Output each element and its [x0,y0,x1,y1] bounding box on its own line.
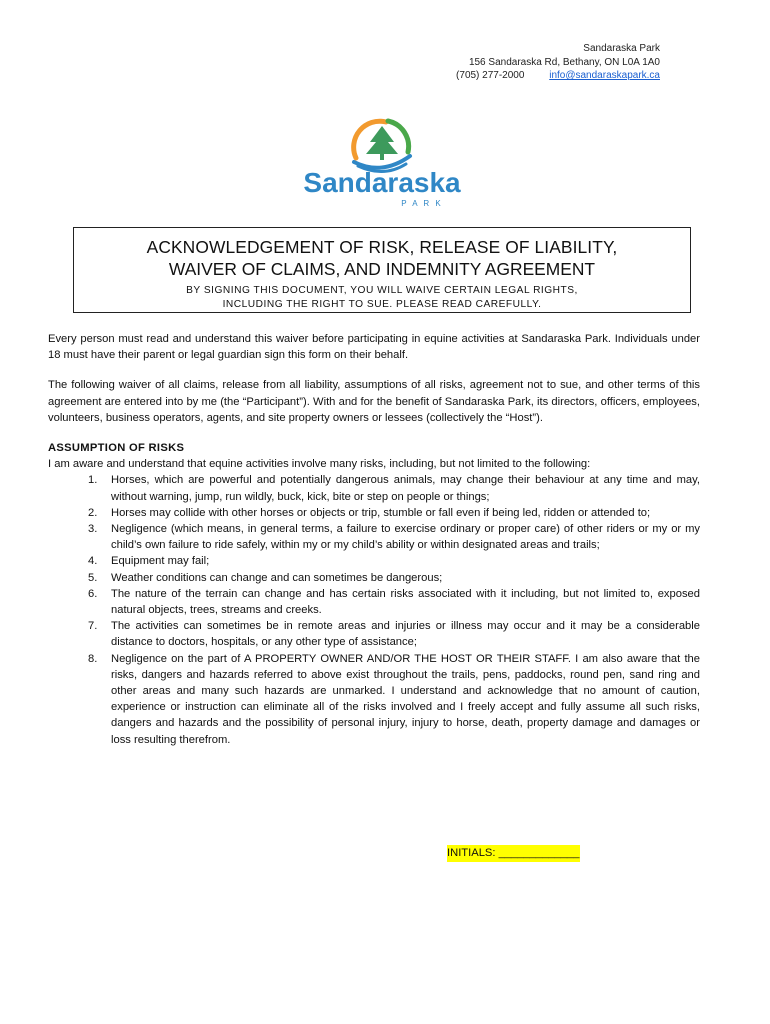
list-item: 6. The nature of the terrain can change and has certain risks associated with it including, but not limited to, exposed natural objects, trees, streams and creeks. [88,587,700,617]
org-email-link[interactable]: info@sandaraskapark.ca [549,70,660,81]
org-address: 156 Sandaraska Rd, Bethany, ON L0A 1A0 [468,56,660,68]
initials-field[interactable]: INITIALS: _____________ [447,845,580,862]
list-item: 2. Horses may collide with other horses or objects or trip, stumble or fall even if being led, ridden or attended to; [88,506,651,519]
assumption-lead: I am aware and understand that equine activities involve many risks, including, but not limited to the following: [48,458,591,471]
org-phone: (705) 277-2000 [456,70,525,81]
list-item: 3. Negligence (which means, in general terms, a failure to exercise ordinary or proper care) of other riders or my or my child’s own failure to ride safely, within my or my child’s ability or within designated areas and trails; [88,523,700,552]
title-box [73,227,691,313]
list-item: 8. Negligence on the part of A PROPERTY OWNER AND/OR THE HOST OR THEIR STAFF. I am also aware that the risks, dangers and hazards referred to above exist throughout the trails, pens, paddocks, round pen, sand ring and other areas and many such hazards are unmarked. I understand and acknowledge that no amount of caution, experience or instruction can eliminate all of the risks involved and I freely accept and fully assume all such risks, dangers and hazards and the possibility of personal injury, injury to horse, death, property damage and damages or loss resulting therefrom. [88,652,700,746]
tree-emblem-icon [354,121,410,172]
org-name: Sandaraska Park [583,43,660,54]
title-line-2: WAIVER OF CLAIMS, AND INDEMNITY AGREEMENT [168,259,596,279]
assumption-heading: ASSUMPTION OF RISKS [48,442,185,455]
intro-paragraph-2: The following waiver of all claims, release from all liability, assumptions of all risks, agreement not to sue, and other terms of this agreement are entered into by me (the “Participant”). With and for the benefit of Sandaraska Park, its directors, officers, employees, volunteers, business operators, agents, and site property owners or lessees (collectively the “Host”). [48,379,700,424]
list-item: 5. Weather conditions can change and can sometimes be dangerous; [88,571,443,584]
contact-block [456,42,660,83]
subtitle-line-1: BY SIGNING THIS DOCUMENT, YOU WILL WAIVE CERTAIN LEGAL RIGHTS, [186,285,578,296]
waiver-body [48,331,700,748]
subtitle-line-2: INCLUDING THE RIGHT TO SUE. PLEASE READ CAREFULLY. [222,299,542,310]
list-item: 7. The activities can sometimes be in remote areas and injuries or illness may occur and it may be a considerable distance to doctors, hospitals, or any other type of assistance; [88,620,700,649]
title-line-1: ACKNOWLEDGEMENT OF RISK, RELEASE OF LIABILITY, [146,237,618,257]
list-item: 1. Horses, which are powerful and potentially dangerous animals, may change their behaviour at any time and may, without warning, jump, run wildly, buck, kick, bite or step on people or things; [88,474,700,503]
list-item: 4. Equipment may fail; [88,555,210,568]
intro-paragraph-1: Every person must read and understand this waiver before participating in equine activities at Sandaraska Park. Individuals under 18 must have their parent or legal guardian sign this form on their behalf. [48,333,700,362]
logo-subword: P A R K [401,199,443,208]
sandaraska-logo [296,112,468,212]
risk-list [48,472,700,747]
logo-wordmark: Sandaraska [303,167,461,198]
